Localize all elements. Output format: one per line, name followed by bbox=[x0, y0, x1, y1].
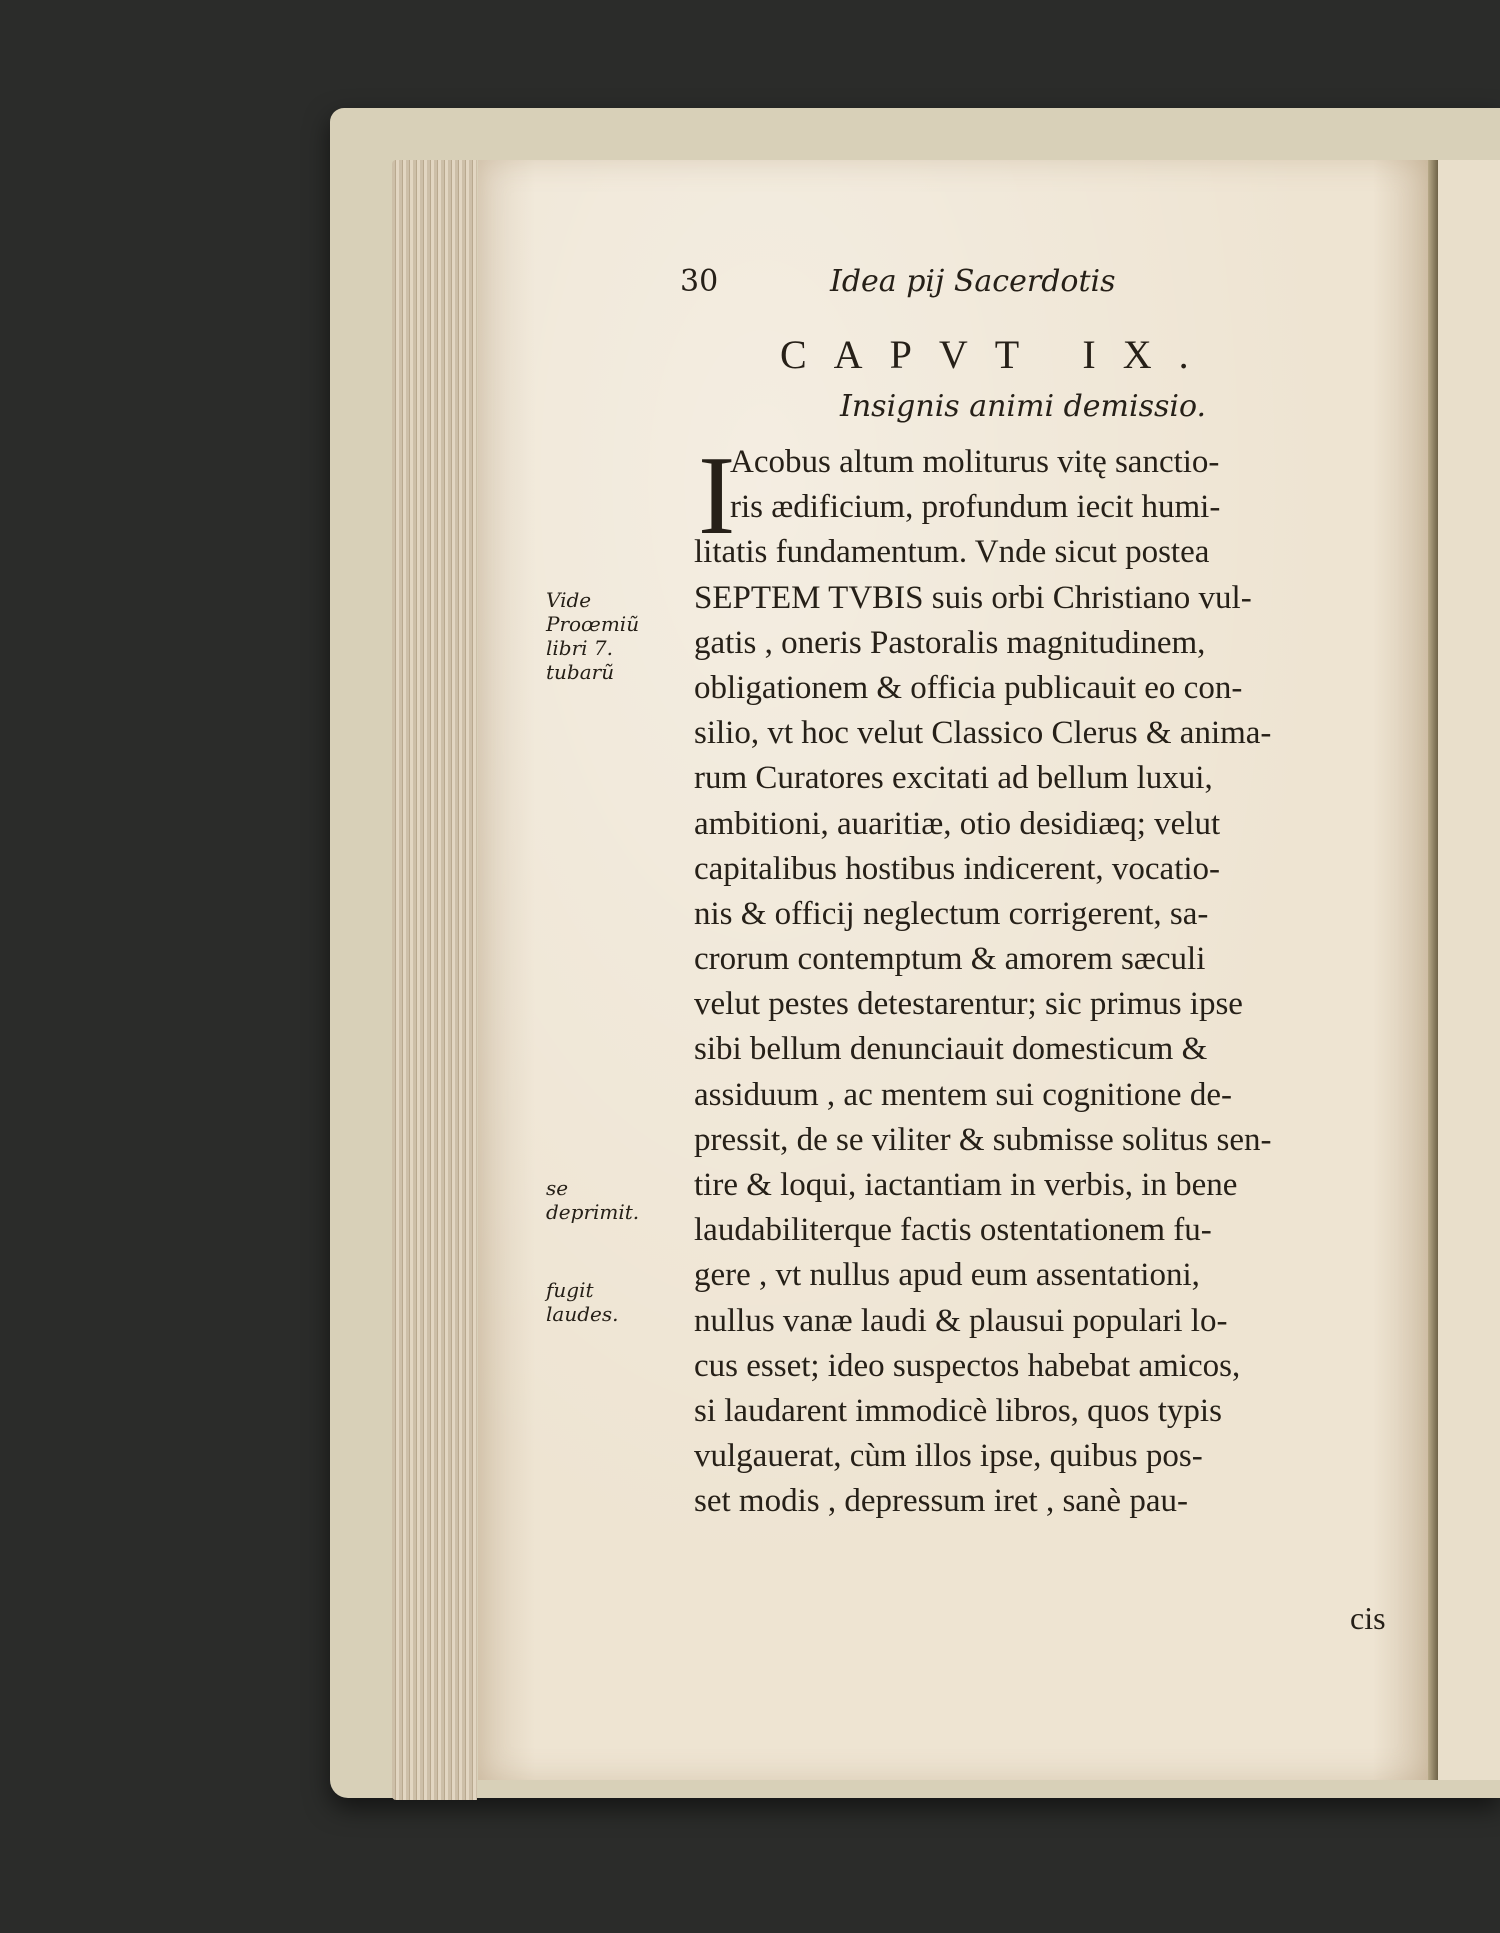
text-line: set modis , depressum iret , sanè pau- bbox=[694, 1483, 1188, 1520]
page-block-edges bbox=[392, 160, 477, 1800]
marginal-note: se deprimit. bbox=[546, 1176, 640, 1224]
facing-page-edge bbox=[1438, 160, 1500, 1780]
text-line: Acobus altum moliturus vitę sanctio- bbox=[730, 444, 1220, 480]
marginal-note: Vide Proœmiũ libri 7. tubarũ bbox=[546, 588, 640, 684]
text-line: gere , vt nullus apud eum assentationi, bbox=[694, 1257, 1200, 1294]
book-gutter bbox=[1428, 160, 1438, 1780]
running-title: Idea pij Sacerdotis bbox=[830, 264, 1116, 299]
text-line: laudabiliterque factis ostentationem fu- bbox=[694, 1212, 1212, 1249]
text-line: tire & loqui, iactantiam in verbis, in bene bbox=[694, 1167, 1238, 1203]
catchword: cis bbox=[1350, 1600, 1386, 1636]
text-line: sibi bellum denunciauit domesticum & bbox=[694, 1031, 1208, 1068]
text-line: obligationem & officia publicauit eo con- bbox=[694, 669, 1243, 706]
text-line: velut pestes detestarentur; sic primus ipse bbox=[694, 986, 1243, 1023]
text-line: silio, vt hoc velut Classico Clerus & anima- bbox=[694, 715, 1272, 752]
text-line: pressit, de se viliter & submisse solitus sen- bbox=[694, 1121, 1272, 1158]
text-line: nis & officij neglectum corrigerent, sa- bbox=[694, 895, 1209, 932]
text-line: nullus vanæ laudi & plausui populari lo- bbox=[694, 1302, 1228, 1339]
text-line: assiduum , ac mentem sui cognitione de- bbox=[694, 1076, 1232, 1113]
text-line: cus esset; ideo suspectos habebat amicos, bbox=[694, 1347, 1241, 1384]
text-line: SEPTEM TVBIS suis orbi Christiano vul- bbox=[694, 579, 1252, 616]
body-text bbox=[694, 434, 1406, 1525]
chapter-subtitle: Insignis animi demissio. bbox=[840, 389, 1207, 424]
chapter-heading: CAPVT IX. bbox=[780, 332, 1216, 377]
text-line: vulgauerat, cùm illos ipse, quibus pos- bbox=[694, 1438, 1203, 1475]
drop-cap: I bbox=[698, 434, 736, 558]
text-line: capitalibus hostibus indicerent, vocatio- bbox=[694, 850, 1221, 887]
text-line: gatis , oneris Pastoralis magnitudinem, bbox=[694, 624, 1206, 661]
text-line: si laudarent immodicè libros, quos typis bbox=[694, 1392, 1222, 1429]
text-line: rum Curatores excitati ad bellum luxui, bbox=[694, 760, 1213, 797]
text-line: ris ædificium, profundum iecit humi- bbox=[730, 489, 1221, 526]
page-number: 30 bbox=[680, 264, 719, 299]
text-line: crorum contemptum & amorem sæculi bbox=[694, 941, 1206, 978]
marginal-note: fugit laudes. bbox=[546, 1278, 619, 1326]
text-line: ambitioni, auaritiæ, otio desidiæq; velut bbox=[694, 805, 1221, 842]
running-head bbox=[680, 262, 1240, 302]
text-line: litatis fundamentum. Vnde sicut postea bbox=[694, 534, 1210, 571]
